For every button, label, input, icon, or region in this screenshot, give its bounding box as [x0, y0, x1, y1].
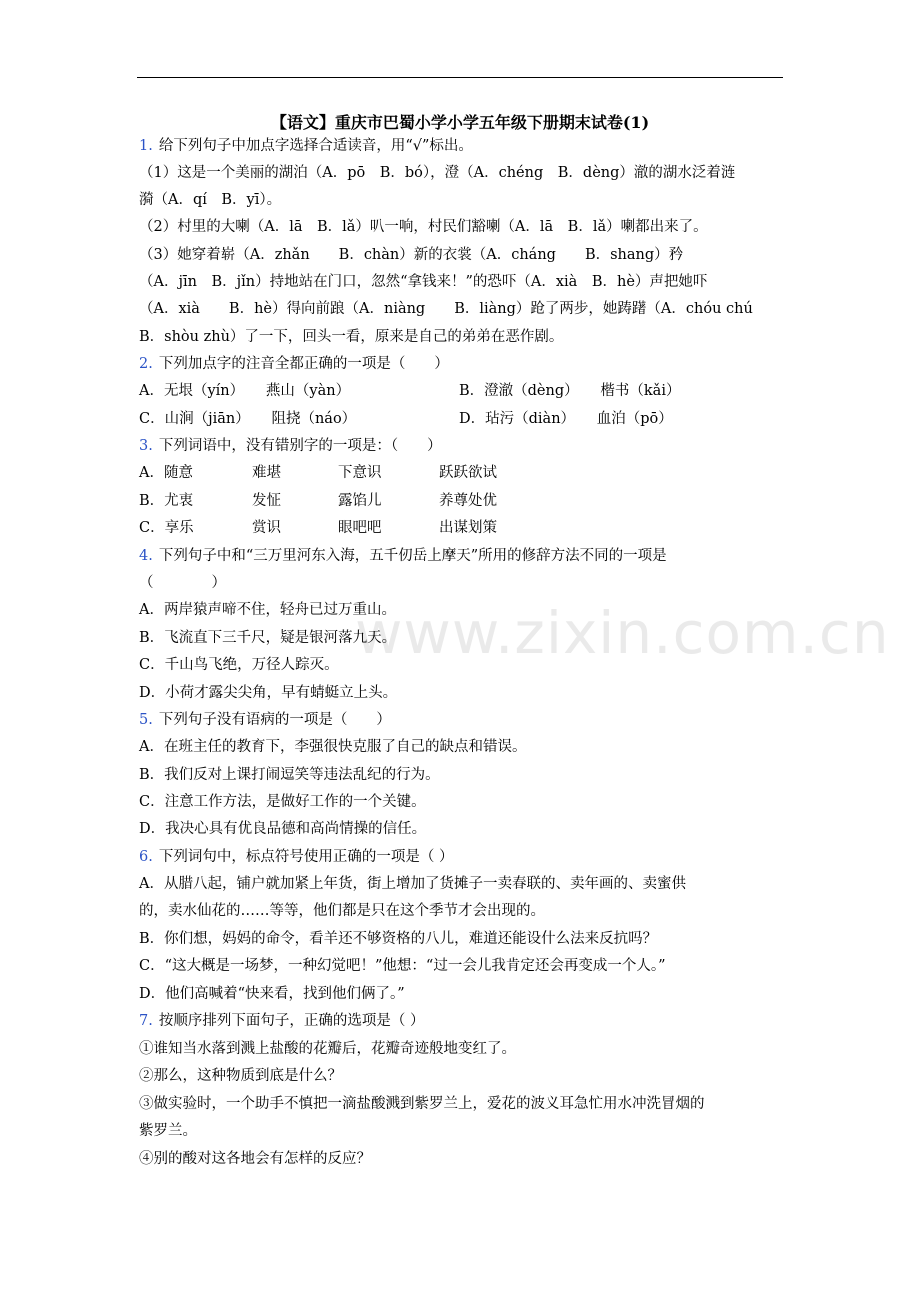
question-5-stem — [139, 710, 391, 730]
question-1-stem — [139, 136, 473, 156]
q4-option-c: C．千山鸟飞绝，万径人踪灭。 — [139, 657, 339, 673]
question-6-stem — [139, 847, 453, 867]
question-text: 下列加点字的注音全都正确的一项是（ ） — [158, 356, 449, 372]
question-number: 2. — [139, 356, 153, 372]
q5-option-b: B．我们反对上课打闹逗笑等违法乱纪的行为。 — [139, 767, 440, 783]
q2-option-d: D．玷污（diàn） 血泊（pō） — [459, 411, 673, 427]
question-7-stem — [139, 1011, 424, 1031]
q4-option-b: B．飞流直下三千尺，疑是银河落九天。 — [139, 630, 397, 646]
header-rule — [137, 77, 783, 78]
q1-line-3: （2）村里的大喇（A．lā B．lǎ）叭一响，村民们豁喇（A．lā B．lǎ）喇都出来了。 — [139, 219, 708, 235]
q6-option-a-line-2: 的，卖水仙花的……等等，他们都是只在这个季节才会出现的。 — [139, 903, 545, 919]
question-text: 给下列句子中加点字选择合适读音，用“√”标出。 — [158, 138, 473, 154]
q5-option-a: A．在班主任的教育下，李强很快克服了自己的缺点和错误。 — [139, 739, 527, 755]
page-title: 【语文】重庆市巴蜀小学小学五年级下册期末试卷(1) — [270, 113, 650, 132]
word-cell: 下意识 — [338, 465, 382, 481]
question-text: 下列句子没有语病的一项是（ ） — [158, 712, 391, 728]
q5-option-d: D．我决心具有优良品德和高尚情操的信任。 — [139, 821, 427, 837]
question-2-stem — [139, 354, 449, 374]
word-cell: C．享乐 — [139, 520, 194, 536]
q1-line-6: （A．xià B．hè）得向前踉（A．niàng B．liàng）跄了两步，她踌躇（A．chóu chú — [139, 301, 753, 317]
question-number: 4. — [139, 548, 153, 564]
word-cell: 露馅儿 — [338, 493, 382, 509]
q3-option-a — [139, 463, 497, 483]
question-number: 7. — [139, 1013, 153, 1029]
q2-option-c: C．山涧（jiān） 阻挠（náo） — [139, 411, 357, 427]
question-text: 下列词句中，标点符号使用正确的一项是（ ） — [158, 849, 454, 865]
question-text: 下列句子中和“三万里河东入海，五千仞岳上摩天”所用的修辞方法不同的一项是 — [158, 548, 667, 564]
q1-line-7: B．shòu zhù）了一下，回头一看，原来是自己的弟弟在恶作剧。 — [139, 329, 564, 345]
question-number: 3. — [139, 438, 153, 454]
q6-option-d: D．他们高喊着“快来看，找到他们俩了。” — [139, 986, 405, 1002]
q2-option-a: A．无垠（yín） 燕山（yàn） — [139, 383, 351, 399]
question-number: 6. — [139, 849, 153, 865]
word-cell: 养尊处优 — [439, 493, 497, 509]
q5-option-c: C．注意工作方法，是做好工作的一个关键。 — [139, 794, 426, 810]
question-number: 5. — [139, 712, 153, 728]
word-cell: B．尤衷 — [139, 493, 194, 509]
q1-line-2: 漪（A．qí B．yī）。 — [139, 192, 282, 208]
question-4-stem — [139, 546, 667, 566]
question-3-stem — [139, 436, 442, 456]
question-number: 1. — [139, 138, 153, 154]
q1-line-4: （3）她穿着崭（A．zhǎn B．chàn）新的衣裳（A．cháng B．shang）矜 — [139, 247, 684, 263]
word-cell: 发怔 — [252, 493, 281, 509]
q6-option-b: B．你们想，妈妈的命令，看羊还不够资格的八儿，难道还能设什么法来反抗吗？ — [139, 931, 658, 947]
q3-option-c — [139, 518, 497, 538]
word-cell: 跃跃欲试 — [439, 465, 497, 481]
word-cell: 出谋划策 — [439, 520, 497, 536]
watermark: www.zixin.com.cn — [355, 599, 890, 667]
word-cell: 眼吧吧 — [338, 520, 382, 536]
q4-answer-paren: （ ） — [139, 575, 226, 591]
q1-line-1: （1）这是一个美丽的湖泊（A．pō B．bó），澄（A．chéng B．dèng）澈的湖水泛着涟 — [139, 165, 736, 181]
q7-sentence-1: ①谁知当水落到溅上盐酸的花瓣后，花瓣奇迹般地变红了。 — [139, 1041, 516, 1057]
q6-option-a-line-1: A．从腊八起，铺户就加紧上年货，街上增加了货摊子一卖春联的、卖年画的、卖蜜供 — [139, 876, 686, 892]
q7-sentence-3-line-1: ③做实验时，一个助手不慎把一滴盐酸溅到紫罗兰上，爱花的波义耳急忙用水冲洗冒烟的 — [139, 1096, 705, 1112]
word-cell: 赏识 — [252, 520, 281, 536]
q4-option-d: D．小荷才露尖尖角，早有蜻蜓立上头。 — [139, 685, 398, 701]
q7-sentence-3-line-2: 紫罗兰。 — [139, 1123, 197, 1139]
q7-sentence-4: ④别的酸对这各地会有怎样的反应？ — [139, 1151, 371, 1167]
question-text: 下列词语中，没有错别字的一项是：（ ） — [158, 438, 442, 454]
q1-line-5: （A．jīn B．jǐn）持地站在门口，忽然“拿钱来！”的恐吓（A．xià B．hè）声把她吓 — [139, 274, 708, 290]
question-text: 按顺序排列下面句子，正确的选项是（ ） — [158, 1013, 425, 1029]
q4-option-a: A．两岸猿声啼不住，轻舟已过万重山。 — [139, 602, 396, 618]
q2-option-b: B．澄澈（dèng） 楷书（kǎi） — [459, 383, 681, 399]
word-cell: 难堪 — [252, 465, 281, 481]
q6-option-c: C．“这大概是一场梦，一种幻觉吧！”他想：“过一会儿我肯定还会再变成一个人。” — [139, 958, 666, 974]
word-cell: A．随意 — [139, 465, 193, 481]
q7-sentence-2: ②那么，这种物质到底是什么？ — [139, 1068, 342, 1084]
q3-option-b — [139, 491, 497, 511]
